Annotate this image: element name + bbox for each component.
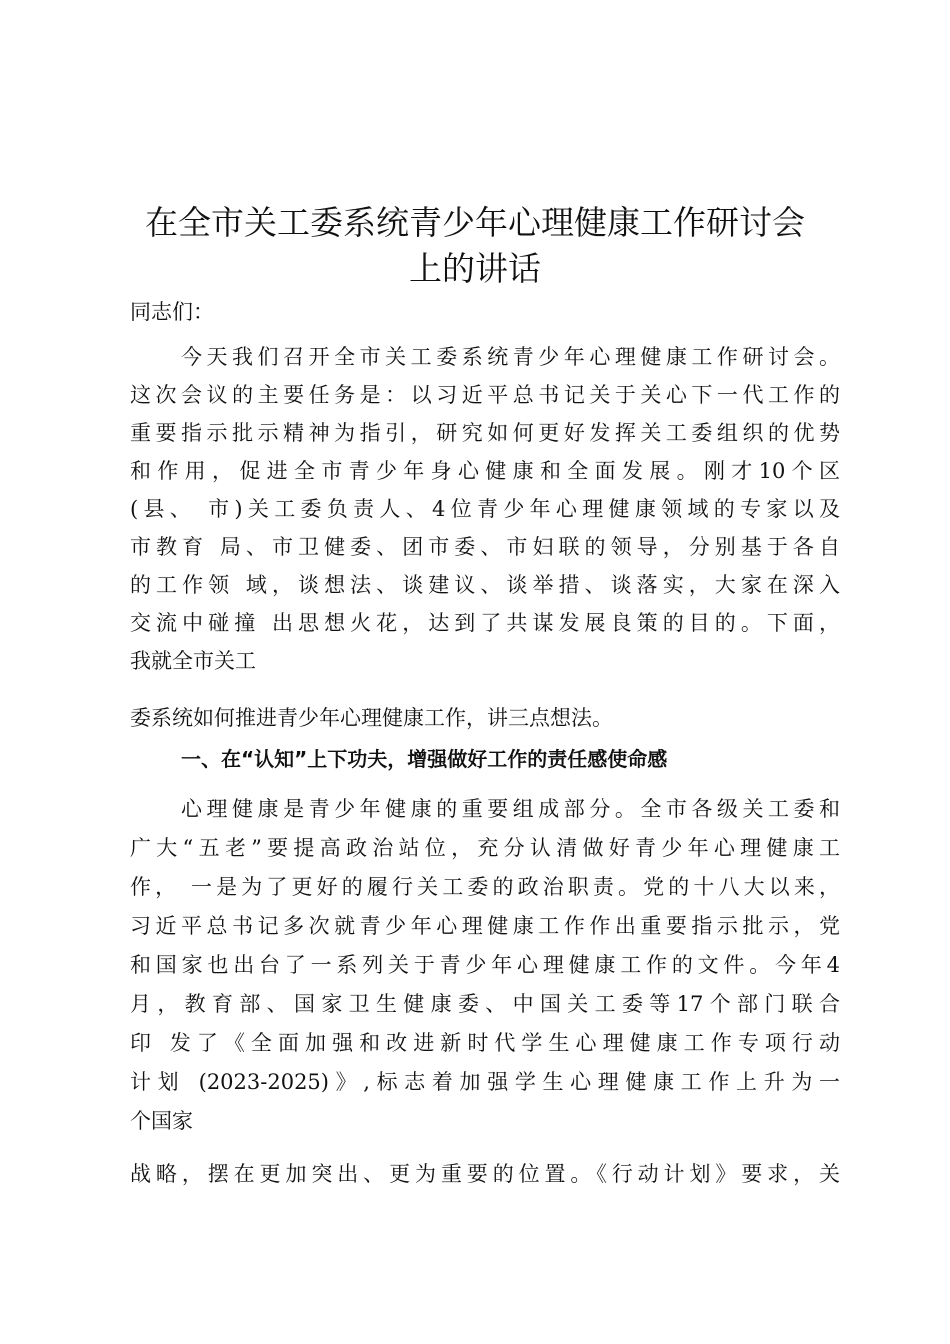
paragraph-2-line: 广大“五老”要提高政治站位，充分认清做好青少年心理健康工 — [130, 836, 840, 860]
paragraph-1-line: 重要指示批示精神为指引，研究如何更好发挥关工委组织的优势 — [130, 421, 840, 445]
paragraph-2-line: 作， 一是为了更好的履行关工委的政治职责。党的十八大以来， — [130, 875, 840, 899]
paragraph-2-line: 心理健康是青少年健康的重要组成部分。全市各级关工委和 — [181, 797, 840, 821]
document-title-line-2: 上的讲话 — [409, 249, 541, 288]
document-title-line-1: 在全市关工委系统青少年心理健康工作研讨会 — [145, 203, 805, 242]
paragraph-1-line: (县、 市)关工委负责人、4位青少年心理健康领域的专家以及 — [130, 497, 840, 521]
paragraph-2-line: 计划 (2023-2025)》,标志着加强学生心理健康工作上升为一 — [130, 1070, 840, 1094]
paragraph-1-tail: 委系统如何推进青少年心理健康工作，讲三点想法。 — [130, 706, 613, 730]
salutation: 同志们： — [130, 300, 214, 324]
section-1-heading: 一、在“认知”上下功夫，增强做好工作的责任感使命感 — [181, 747, 668, 771]
paragraph-1-line: 交流中碰撞 出思想火花，达到了共谋发展良策的目的。下面， — [130, 611, 840, 635]
paragraph-1-line: 的工作领 域，谈想法、谈建议、谈举措、谈落实，大家在深入 — [130, 573, 840, 597]
paragraph-2-line: 习近平总书记多次就青少年心理健康工作作出重要指示批示，党 — [130, 914, 840, 938]
paragraph-1-line: 今天我们召开全市关工委系统青少年心理健康工作研讨会。 — [181, 345, 840, 369]
paragraph-1-line: 市教育 局、市卫健委、团市委、市妇联的领导，分别基于各自 — [130, 535, 840, 559]
paragraph-2-line: 月，教育部、国家卫生健康委、中国关工委等17个部门联合 — [130, 992, 840, 1016]
paragraph-1-line: 和作用，促进全市青少年身心健康和全面发展。刚才10个区 — [130, 459, 840, 483]
paragraph-2-line: 和国家也出台了一系列关于青少年心理健康工作的文件。今年4 — [130, 953, 840, 977]
paragraph-2-line: 个国家 — [130, 1109, 193, 1133]
paragraph-2-line: 印 发了《全面加强和改进新时代学生心理健康工作专项行动 — [130, 1031, 840, 1055]
paragraph-1-line: 我就全市关工 — [130, 649, 256, 673]
paragraph-2-tail: 战略，摆在更加突出、更为重要的位置。《行动计划》要求，关 — [130, 1162, 840, 1186]
paragraph-1-line: 这次会议的主要任务是：以习近平总书记关于关心下一代工作的 — [130, 383, 840, 407]
